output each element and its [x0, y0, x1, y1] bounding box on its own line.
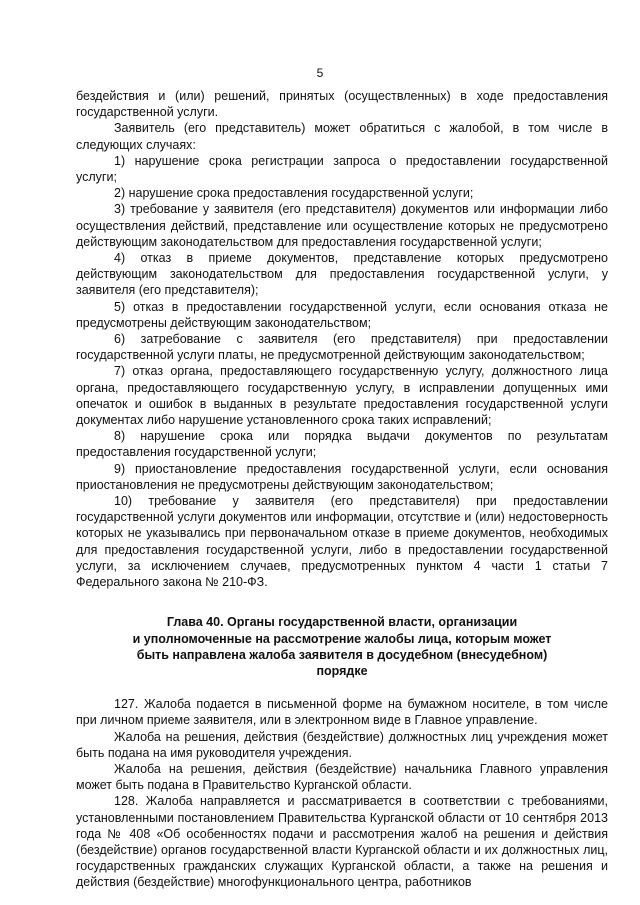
chapter-heading-line-3: быть направлена жалоба заявителя в досудебном (внесудебном)	[136, 647, 548, 662]
chapter-heading-line-2: и уполномоченные на рассмотрение жалобы лица, которым может	[132, 631, 552, 646]
paragraph-institution-officials: Жалоба на решения, действия (бездействие) должностных лиц учреждения может быть подана на имя руководителя учреждения.	[76, 729, 608, 760]
list-item-2: 2) нарушение срока предоставления государственной услуги;	[114, 186, 474, 201]
list-item-5: 5) отказ в предоставлении государственной услуги, если основания отказа не предусмотрены действующим законодательством;	[76, 299, 608, 330]
chapter-heading-line-4: порядке	[316, 663, 368, 678]
page-number: 5	[316, 66, 324, 80]
list-item-1: 1) нарушение срока регистрации запроса о предоставлении государственной услуги;	[76, 153, 608, 185]
list-item-7: 7) отказ органа, предоставляющего государственную услугу, должностного лица органа, предоставляющего государственную услугу, в исправлении допущенных ими опечаток и ошибок в выданных в результате предоставления государственной услуги документах либо нарушение установленного срока таких исправлений;	[76, 364, 608, 428]
paragraph-head-of-department: Жалоба на решения, действия (бездействие) начальника Главного управления может быть подана в Правительство Курганской области.	[76, 761, 608, 793]
chapter-heading	[76, 614, 608, 679]
list-item-3: 3) требование у заявителя (его представителя) документов или информации либо осуществления действий, представление или осуществление которых не предусмотрено действующим законодательством для предоставления государственной услуги;	[76, 202, 608, 249]
paragraph-complaint-cases-intro: Заявитель (его представитель) может обратиться с жалобой, в том числе в следующих случаях:	[76, 121, 608, 152]
list-item-6: 6) затребование с заявителя (его представителя) при предоставлении государственной услуги платы, не предусмотренной действующим законодательством;	[76, 332, 608, 363]
list-item-10: 10) требование у заявителя (его представителя) при предоставлении государственной услуги документов или информации, отсутствие и (или) недостоверность которых не указывались при первоначальном отказе в приеме документов, необходимых для предоставления государственной услуги, либо в предоставлении государственной услуги, за исключением случаев, предусмотренных пунктом 4 части 1 статьи 7 Федерального закона № 210-ФЗ.	[76, 494, 608, 590]
list-item-9: 9) приостановление предоставления государственной услуги, если основания приостановления не предусмотрены действующим законодательством;	[76, 461, 608, 492]
paragraph-128: 128. Жалоба направляется и рассматривается в соответствии с требованиями, установленными постановлением Правительства Курганской области от 10 сентября 2013 года № 408 «Об особенностях подачи и рассмотрения жалоб на решения и действия (бездействие) органов государственной власти Курганской области и их должностных лиц, государственных гражданских служащих Курганской области, а также на решения и действия (бездействие) многофункционального центра, работников	[76, 794, 608, 890]
paragraph-127: 127. Жалоба подается в письменной форме на бумажном носителе, в том числе при личном приеме заявителя, или в электронном виде в Главное управление.	[76, 697, 608, 728]
list-item-8: 8) нарушение срока или порядка выдачи документов по результатам предоставления государственной услуги;	[76, 429, 608, 460]
document-body	[76, 88, 608, 891]
paragraph-continuation: бездействия и (или) решений, принятых (осуществленных) в ходе предоставления государственной услуги.	[76, 89, 608, 120]
chapter-heading-line-1: Глава 40. Органы государственной власти, организации	[166, 615, 518, 630]
list-item-4: 4) отказ в приеме документов, представление которых предусмотрено действующим законодательством для предоставления государственной услуги, у заявителя (его представителя);	[76, 251, 608, 298]
